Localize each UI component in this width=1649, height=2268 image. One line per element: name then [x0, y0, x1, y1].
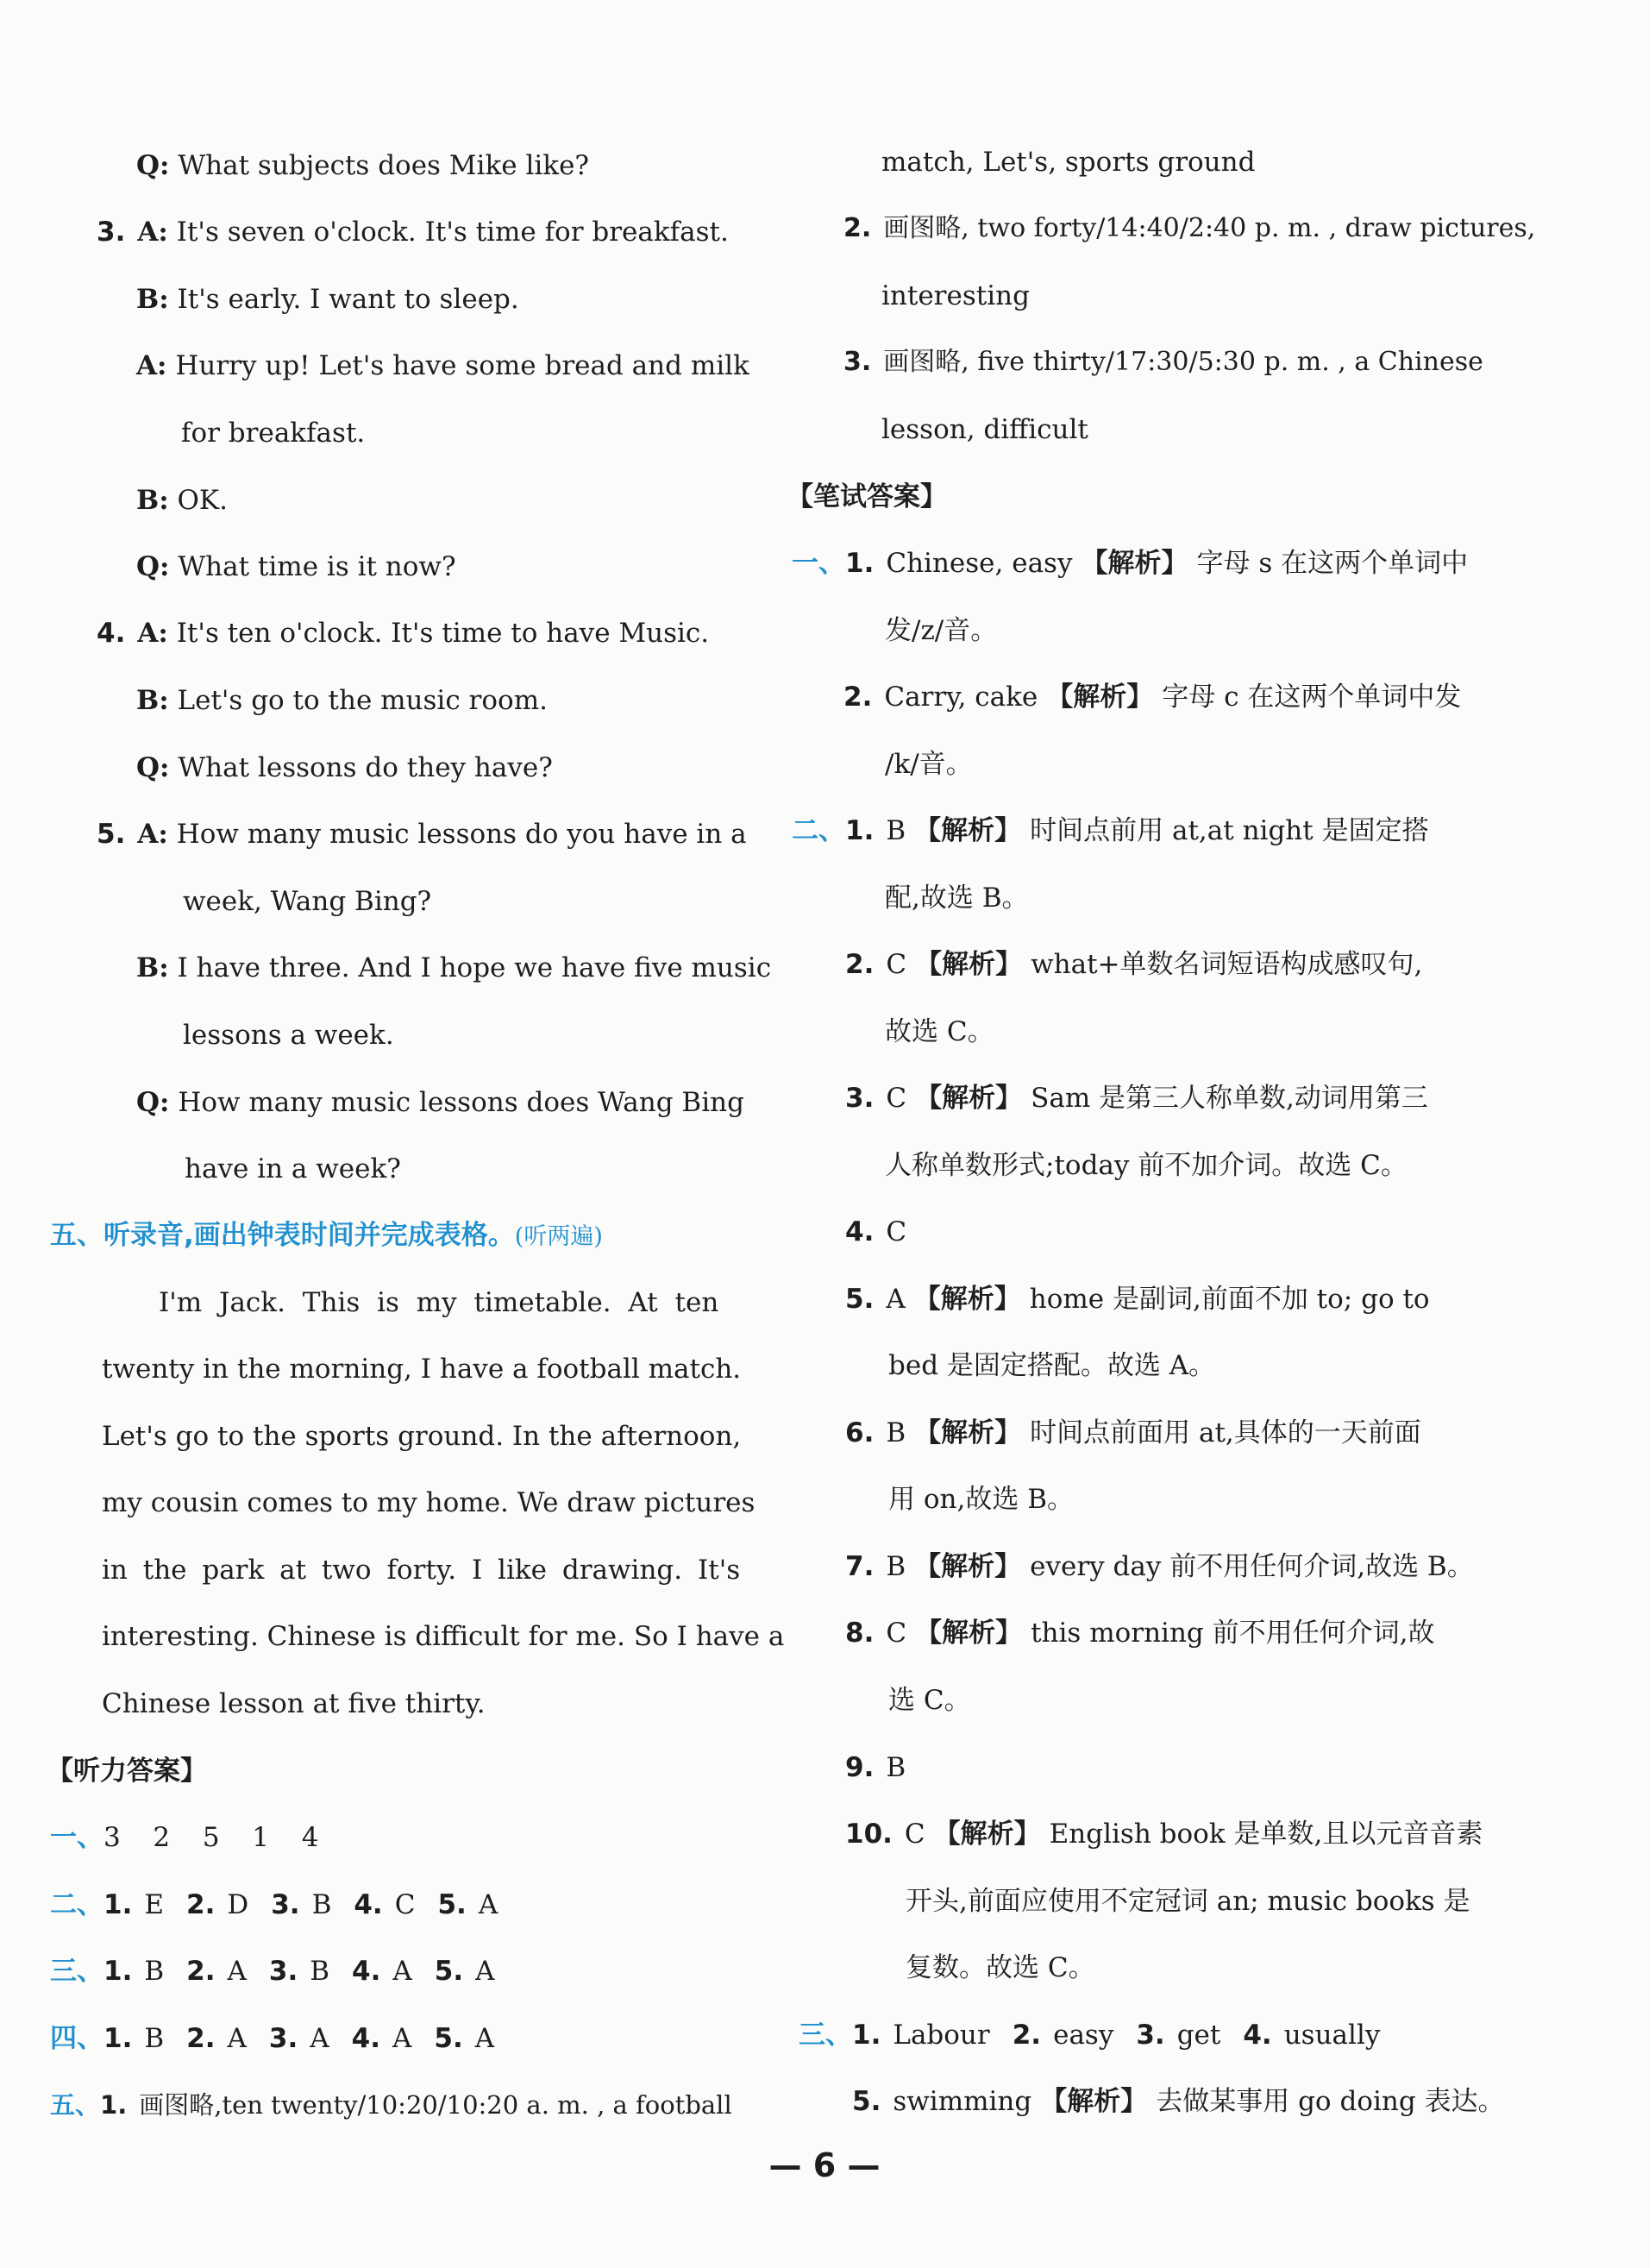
w1-item2-cont: /k/音。 [885, 749, 973, 780]
listening-answer-row-5: 五、1. 画图略,ten twenty/10:20/10:20 a. m. , a football [50, 2090, 732, 2120]
w1-item1-cont: 发/z/音。 [885, 615, 998, 646]
dialog4-b: B: Let's go to the music room. [136, 685, 548, 716]
written-answers-title: 【笔试答案】 [787, 481, 947, 512]
dialog3-a2-cont: for breakfast. [181, 418, 366, 449]
w2-item10-cont1: 开头,前面应使用不定冠词 an; music books 是 [906, 1886, 1470, 1917]
dialog3-a2: A: Hurry up! Let's have some bread and milk [136, 350, 749, 381]
sec5-ans2-cont: interesting [881, 280, 1030, 311]
listening-answer-row-2: 二、1. E 2. D 3. B 4. C 5. A [50, 1889, 498, 1920]
w2-item8: 8. C 【解析】 this morning 前不用任何介词,故 [845, 1618, 1435, 1649]
sec5-ans2: 2. 画图略, two forty/14:40/2:40 p. m. , draw pictures, [843, 213, 1536, 243]
listening-answers-title: 【听力答案】 [47, 1756, 207, 1787]
dialog4-question: Q: What lessons do they have? [136, 752, 553, 783]
dialog3-question: Q: What time is it now? [136, 551, 456, 582]
dialog5-question: Q: How many music lessons does Wang Bing [136, 1087, 744, 1118]
passage-line-3: Let's go to the sports ground. In the afternoon, [102, 1421, 742, 1452]
passage-line-4: my cousin comes to my home. We draw pictures [102, 1487, 756, 1518]
listening-answer-row-3: 三、1. B 2. A 3. B 4. A 5. A [50, 1956, 495, 1987]
sec5-ans3: 3. 画图略, five thirty/17:30/5:30 p. m. , a Chinese [843, 347, 1483, 377]
passage-line-6: interesting. Chinese is difficult for me. So I have a [102, 1621, 785, 1652]
sec5-ans3-cont: lesson, difficult [881, 414, 1088, 445]
listening-answer-row-4: 四、1. B 2. A 3. A 4. A 5. A [50, 2023, 495, 2054]
w2-item4: 4. C [845, 1216, 907, 1247]
w2-item1: 二、1. B 【解析】 时间点前用 at,at night 是固定搭 [792, 815, 1429, 846]
dialog3-a1: 3. A: It's seven o'clock. It's time for breakfast. [97, 217, 729, 248]
dialog4-a: 4. A: It's ten o'clock. It's time to have Music. [97, 618, 710, 649]
w2-item7: 7. B 【解析】 every day 前不用任何介词,故选 B。 [845, 1551, 1474, 1582]
page-number: — 6 — [768, 2146, 881, 2184]
w2-item10-cont2: 复数。故选 C。 [906, 1952, 1095, 1983]
dialog3-b2: B: OK. [136, 485, 228, 516]
w2-item5: 5. A 【解析】 home 是副词,前面不加 to; go to [845, 1284, 1430, 1315]
dialog5-a: 5. A: How many music lessons do you have in a [97, 819, 747, 850]
section5-heading: 五、听录音,画出钟表时间并完成表格。(听两遍) [50, 1220, 603, 1251]
passage-line-1: I'm Jack. This is my timetable. At ten [159, 1287, 719, 1318]
w2-item6-cont: 用 on,故选 B。 [888, 1484, 1074, 1515]
passage-line-7: Chinese lesson at five thirty. [102, 1688, 486, 1719]
w2-item10: 10. C 【解析】 English book 是单数,且以元音音素 [845, 1819, 1483, 1850]
w2-item3: 3. C 【解析】 Sam 是第三人称单数,动词用第三 [845, 1083, 1428, 1114]
dialog5-b: B: I have three. And I hope we have five music [136, 952, 772, 983]
listening-answer-row-1: 一、3 2 5 1 4 [50, 1822, 324, 1853]
dialog5-question-cont: have in a week? [185, 1153, 401, 1184]
dialog3-b1: B: It's early. I want to sleep. [136, 284, 519, 315]
w2-item3-cont: 人称单数形式;today 前不加介词。故选 C。 [885, 1150, 1408, 1181]
passage-line-2: twenty in the morning, I have a football match. [102, 1354, 742, 1385]
w2-item2-cont: 故选 C。 [885, 1016, 994, 1047]
dialog5-a-cont: week, Wang Bing? [183, 886, 432, 917]
w1-item1: 一、1. Chinese, easy 【解析】 字母 s 在这两个单词中 [792, 548, 1469, 579]
dialog2-question: Q: What subjects does Mike like? [136, 150, 590, 181]
w2-item6: 6. B 【解析】 时间点前面用 at,具体的一天前面 [845, 1417, 1421, 1448]
w2-item1-cont: 配,故选 B。 [885, 883, 1029, 914]
w3-row1: 三、1. Labour 2. easy 3. get 4. usually [799, 2020, 1381, 2051]
w2-item9: 9. B [845, 1752, 906, 1783]
w2-item2: 2. C 【解析】 what+单数名词短语构成感叹句, [845, 949, 1423, 980]
passage-line-5: in the park at two forty. I like drawing. It's [102, 1555, 741, 1586]
dialog5-b-cont: lessons a week. [183, 1020, 394, 1051]
w1-item2: 2. Carry, cake 【解析】 字母 c 在这两个单词中发 [843, 682, 1462, 713]
w2-item8-cont: 选 C。 [888, 1685, 971, 1716]
w3-item5: 5. swimming 【解析】 去做某事用 go doing 表达。 [852, 2086, 1505, 2117]
w2-item5-cont: bed 是固定搭配。故选 A。 [888, 1350, 1216, 1381]
sec5-ans1-cont: match, Let's, sports ground [881, 147, 1256, 178]
